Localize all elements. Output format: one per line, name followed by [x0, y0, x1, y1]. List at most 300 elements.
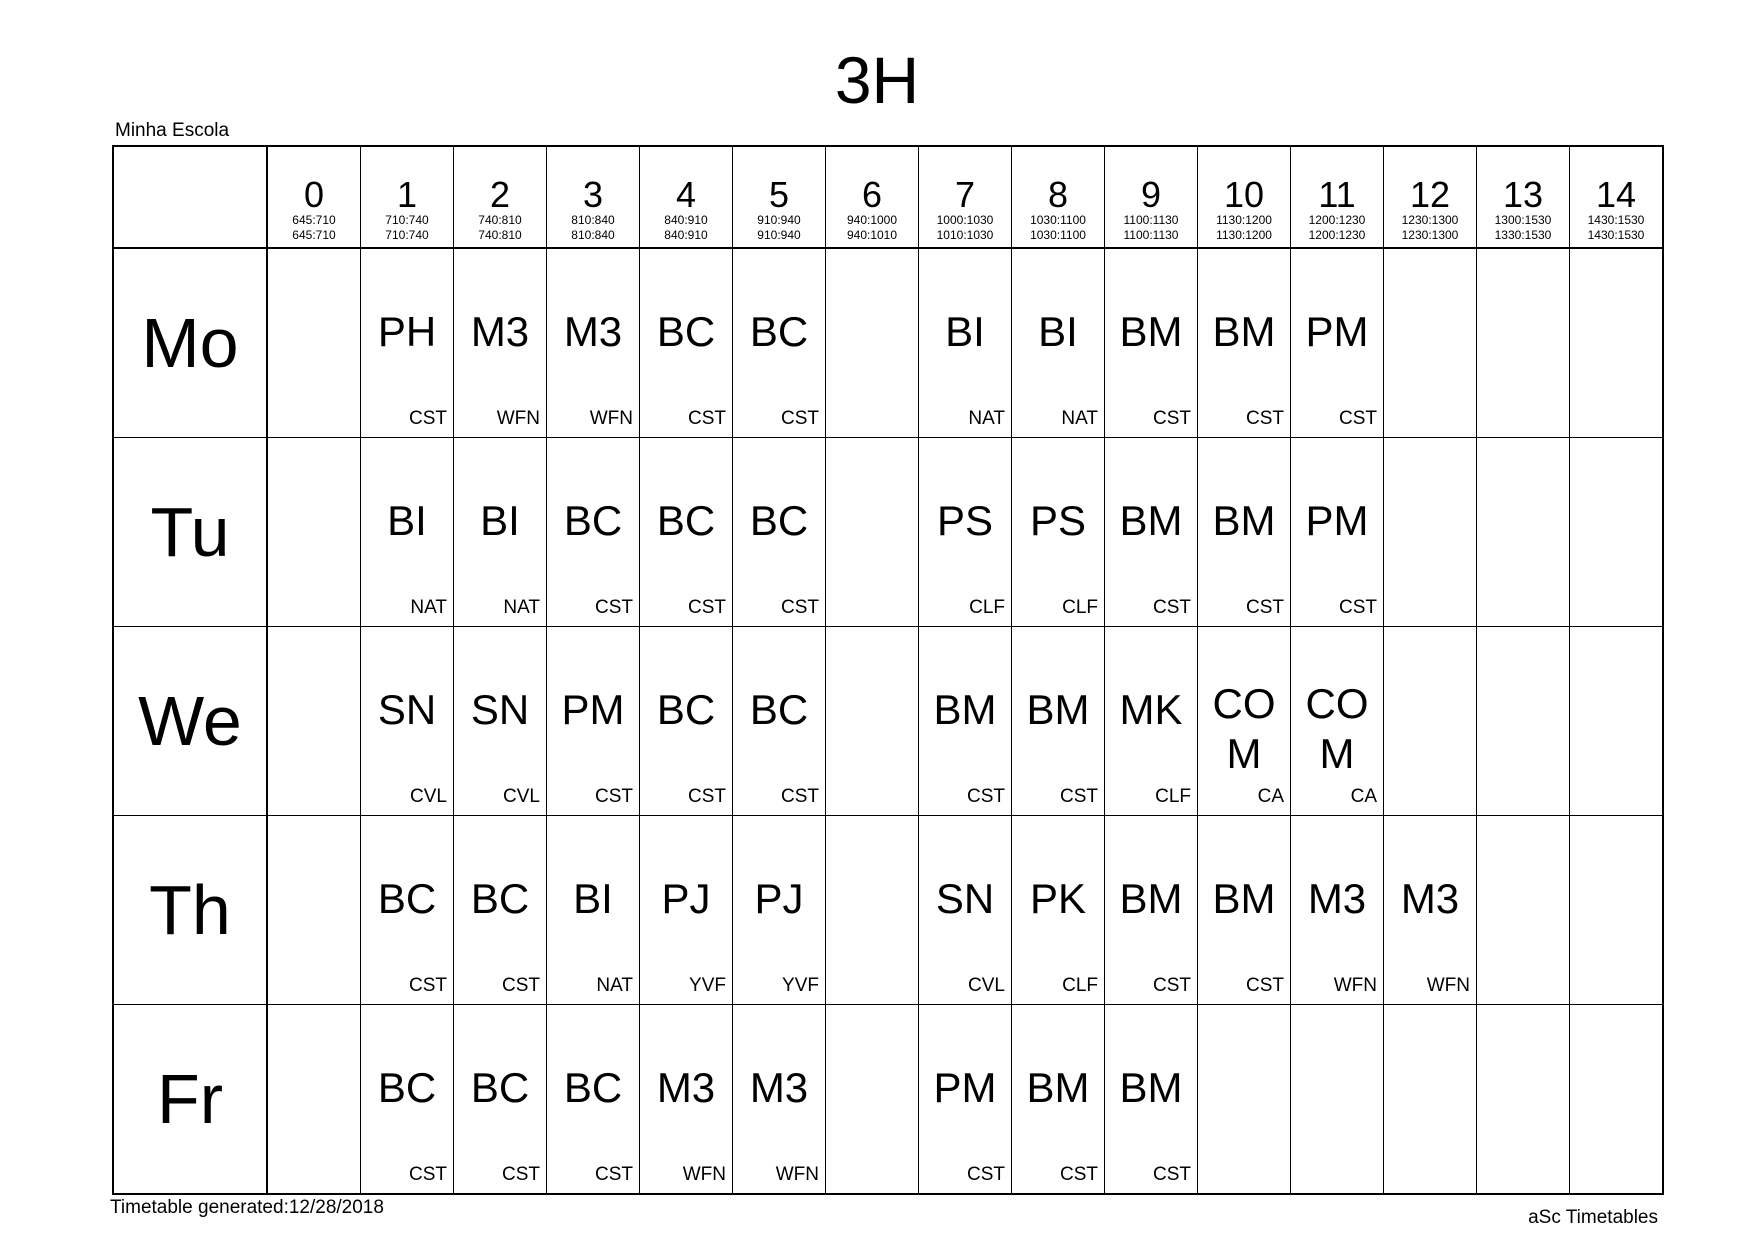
period-header-13: [1477, 146, 1570, 248]
lesson-cell-inner: [1477, 816, 1569, 1004]
lesson-cell-inner: [361, 1005, 453, 1193]
period-number: 4: [675, 174, 697, 215]
period-number: 7: [954, 174, 976, 215]
lesson-cell[interactable]: [1105, 438, 1198, 627]
empty-cell: [267, 1005, 361, 1195]
lesson-cell[interactable]: [1105, 816, 1198, 1005]
period-number: 11: [1318, 174, 1356, 215]
lesson-cell[interactable]: [1198, 627, 1291, 816]
lesson-cell[interactable]: [1105, 1005, 1198, 1195]
period-header-12: [1384, 146, 1477, 248]
lesson-cell-inner: [454, 816, 546, 1004]
lesson-cell[interactable]: [454, 816, 547, 1005]
empty-cell: [1570, 1005, 1664, 1195]
teacher-code: NAT: [503, 597, 540, 618]
subject-code: BC: [563, 1064, 623, 1111]
teacher-code: CST: [1339, 597, 1377, 618]
period-time-end: 1010:1030: [936, 228, 994, 242]
subject-code: BC: [470, 1064, 530, 1111]
lesson-cell-inner: [1570, 1005, 1662, 1193]
period-header-11: [1291, 146, 1384, 248]
lesson-cell[interactable]: [454, 1005, 547, 1195]
teacher-code: WFN: [589, 408, 633, 429]
lesson-cell[interactable]: [361, 1005, 454, 1195]
teacher-code: WFN: [496, 408, 540, 429]
lesson-cell-inner: [640, 1005, 732, 1193]
page-title: 3H: [834, 43, 920, 117]
period-header-10: [1198, 146, 1291, 248]
lesson-cell-inner: [640, 249, 732, 437]
teacher-code: CST: [688, 786, 726, 807]
subject-code: BI: [480, 497, 520, 544]
period-time-end: 1130:1200: [1216, 228, 1272, 242]
subject-code: PJ: [661, 875, 711, 922]
lesson-cell-inner: [1477, 627, 1569, 815]
period-number: 14: [1595, 174, 1637, 215]
lesson-cell[interactable]: [733, 248, 826, 438]
lesson-cell-inner: [826, 438, 918, 626]
subject-code: PS: [936, 497, 994, 544]
lesson-cell-inner: [733, 627, 825, 815]
subject-code: COM: [1212, 680, 1276, 777]
period-time-end: 910:940: [757, 228, 801, 242]
empty-cell: [1477, 816, 1570, 1005]
teacher-code: CST: [781, 408, 819, 429]
day-label: Fr: [113, 1005, 267, 1195]
lesson-cell-inner: [1198, 816, 1290, 1004]
day-label: We: [113, 627, 267, 816]
lesson-cell-inner: [1105, 438, 1197, 626]
subject-code: PM: [933, 1064, 997, 1111]
lesson-cell[interactable]: [1198, 438, 1291, 627]
lesson-cell-inner: [826, 627, 918, 815]
period-time-start: 1000:1030: [936, 213, 994, 227]
day-row-we: [113, 627, 1663, 816]
subject-code: BC: [656, 497, 716, 544]
lesson-cell-inner: [361, 816, 453, 1004]
teacher-code: CVL: [410, 786, 447, 807]
period-time-end: 1030:1100: [1030, 228, 1086, 242]
period-time-end: 940:1010: [846, 228, 898, 242]
teacher-code: CST: [595, 597, 633, 618]
lesson-cell[interactable]: [547, 438, 640, 627]
teacher-code: CST: [1246, 597, 1284, 618]
lesson-cell[interactable]: [361, 248, 454, 438]
period-header-2: [454, 146, 547, 248]
lesson-cell[interactable]: [919, 438, 1012, 627]
subject-code: M3: [749, 1064, 809, 1111]
lesson-cell[interactable]: [733, 1005, 826, 1195]
lesson-cell-inner: [547, 816, 639, 1004]
lesson-cell[interactable]: [640, 248, 733, 438]
empty-cell: [826, 816, 919, 1005]
period-time-start: 840:910: [664, 213, 708, 227]
empty-cell: [826, 1005, 919, 1195]
period-time-start: 710:740: [385, 213, 429, 227]
lesson-cell-inner: [268, 438, 360, 626]
lesson-cell[interactable]: [640, 816, 733, 1005]
teacher-code: WFN: [1426, 975, 1470, 996]
lesson-cell-inner: [1477, 438, 1569, 626]
lesson-cell-inner: [1477, 249, 1569, 437]
empty-cell: [1477, 1005, 1570, 1195]
teacher-code: CA: [1257, 786, 1284, 807]
period-time-start: 1200:1230: [1308, 213, 1366, 227]
empty-cell: [1384, 1005, 1477, 1195]
lesson-cell[interactable]: [1198, 816, 1291, 1005]
lesson-cell-inner: [1012, 438, 1104, 626]
lesson-cell[interactable]: [1012, 438, 1105, 627]
lesson-cell[interactable]: [1384, 816, 1477, 1005]
empty-cell: [267, 816, 361, 1005]
subject-code: SN: [935, 875, 995, 922]
day-label: Th: [113, 816, 267, 1005]
lesson-cell[interactable]: [1012, 248, 1105, 438]
lesson-cell-inner: [1384, 1005, 1476, 1193]
teacher-code: NAT: [1061, 408, 1098, 429]
teacher-code: CST: [595, 786, 633, 807]
period-time-end: 1100:1130: [1123, 228, 1179, 242]
teacher-code: CST: [502, 975, 540, 996]
period-time-start: 1030:1100: [1030, 213, 1086, 227]
lesson-cell[interactable]: [361, 627, 454, 816]
empty-cell: [267, 627, 361, 816]
period-time-start: 1130:1200: [1216, 213, 1272, 227]
lesson-cell-inner: [268, 1005, 360, 1193]
subject-code: M3: [1307, 875, 1367, 922]
teacher-code: CLF: [1062, 597, 1098, 618]
subject-code: BI: [387, 497, 427, 544]
subject-code: BC: [377, 1064, 437, 1111]
subject-code: PM: [1305, 497, 1369, 544]
period-time-start: 810:840: [571, 213, 615, 227]
period-time-start: 1230:1300: [1401, 213, 1459, 227]
generated-date: Timetable generated:12/28/2018: [110, 1197, 384, 1218]
lesson-cell-inner: [361, 249, 453, 437]
lesson-cell-inner: [268, 249, 360, 437]
lesson-cell-inner: [1105, 249, 1197, 437]
lesson-cell-inner: [1384, 816, 1476, 1004]
teacher-code: NAT: [968, 408, 1005, 429]
lesson-cell-inner: [268, 627, 360, 815]
lesson-cell[interactable]: [640, 438, 733, 627]
empty-cell: [1570, 627, 1664, 816]
lesson-cell[interactable]: [1105, 627, 1198, 816]
subject-code: BC: [656, 308, 716, 355]
teacher-code: CST: [967, 786, 1005, 807]
teacher-code: CLF: [1062, 975, 1098, 996]
subject-code: BM: [1212, 497, 1276, 544]
empty-cell: [1384, 438, 1477, 627]
lesson-cell[interactable]: [454, 438, 547, 627]
lesson-cell[interactable]: [454, 248, 547, 438]
lesson-cell-inner: [1105, 1005, 1197, 1193]
subject-code: BC: [749, 497, 809, 544]
subject-code: PH: [377, 308, 437, 355]
lesson-cell-inner: [1105, 816, 1197, 1004]
lesson-cell[interactable]: [1291, 816, 1384, 1005]
lesson-cell-inner: [919, 816, 1011, 1004]
lesson-cell-inner: [640, 816, 732, 1004]
lesson-cell-inner: [640, 627, 732, 815]
empty-cell: [1477, 438, 1570, 627]
lesson-cell-inner: [826, 1005, 918, 1193]
teacher-code: CST: [1153, 408, 1191, 429]
day-row-tu: [113, 438, 1663, 627]
empty-cell: [267, 438, 361, 627]
lesson-cell[interactable]: [733, 816, 826, 1005]
subject-code: BC: [749, 308, 809, 355]
period-time-end: 710:740: [385, 228, 429, 242]
subject-code: BM: [1212, 308, 1276, 355]
lesson-cell[interactable]: [919, 816, 1012, 1005]
teacher-code: CST: [1153, 1164, 1191, 1185]
empty-cell: [1477, 627, 1570, 816]
lesson-cell-inner: [1198, 1005, 1290, 1193]
lesson-cell[interactable]: [1105, 248, 1198, 438]
lesson-cell-inner: [919, 1005, 1011, 1193]
period-time-end: 840:910: [664, 228, 708, 242]
lesson-cell[interactable]: [1012, 816, 1105, 1005]
teacher-code: CST: [967, 1164, 1005, 1185]
period-number: 3: [582, 174, 604, 215]
lesson-cell[interactable]: [1198, 248, 1291, 438]
lesson-cell[interactable]: [1291, 627, 1384, 816]
period-number: 8: [1047, 174, 1069, 215]
subject-code: BM: [1026, 1064, 1090, 1111]
empty-cell: [826, 627, 919, 816]
lesson-cell-inner: [1570, 627, 1662, 815]
subject-code: BM: [1119, 1064, 1183, 1111]
lesson-cell[interactable]: [361, 816, 454, 1005]
teacher-code: CST: [688, 597, 726, 618]
period-time-start: 910:940: [757, 213, 801, 227]
subject-code: COM: [1305, 680, 1369, 777]
lesson-cell[interactable]: [640, 1005, 733, 1195]
teacher-code: CST: [409, 1164, 447, 1185]
lesson-cell[interactable]: [1291, 248, 1384, 438]
subject-code: MK: [1119, 686, 1183, 733]
lesson-cell-inner: [361, 438, 453, 626]
teacher-code: CA: [1350, 786, 1377, 807]
empty-cell: [826, 438, 919, 627]
lesson-cell[interactable]: [547, 1005, 640, 1195]
lesson-cell-inner: [547, 627, 639, 815]
period-time-end: 1230:1300: [1401, 228, 1459, 242]
lesson-cell[interactable]: [1291, 438, 1384, 627]
period-time-start: 940:1000: [846, 213, 898, 227]
teacher-code: YVF: [689, 975, 726, 996]
lesson-cell-inner: [919, 627, 1011, 815]
teacher-code: CVL: [968, 975, 1005, 996]
period-time-start: 740:810: [478, 213, 522, 227]
lesson-cell-inner: [1291, 1005, 1383, 1193]
lesson-cell[interactable]: [547, 816, 640, 1005]
subject-code: PS: [1029, 497, 1087, 544]
teacher-code: WFN: [775, 1164, 819, 1185]
period-header-row: [113, 146, 1663, 248]
subject-code: PM: [561, 686, 625, 733]
lesson-cell[interactable]: [361, 438, 454, 627]
empty-cell: [1570, 816, 1664, 1005]
period-time-start: 1300:1530: [1494, 213, 1552, 227]
empty-cell: [1570, 248, 1664, 438]
period-header-6: [826, 146, 919, 248]
period-header-0: [267, 146, 361, 248]
period-number: 6: [861, 174, 883, 215]
teacher-code: CST: [781, 786, 819, 807]
subject-code: BM: [933, 686, 997, 733]
lesson-cell-inner: [1105, 627, 1197, 815]
lesson-cell-inner: [1291, 249, 1383, 437]
subject-code: BI: [1038, 308, 1078, 355]
period-number: 9: [1140, 174, 1162, 215]
lesson-cell-inner: [361, 627, 453, 815]
lesson-cell-inner: [454, 438, 546, 626]
lesson-cell-inner: [547, 249, 639, 437]
period-number: 5: [768, 174, 790, 215]
lesson-cell-inner: [1384, 249, 1476, 437]
day-row-fr: [113, 1005, 1663, 1195]
subject-code: BM: [1119, 497, 1183, 544]
timetable-body: [113, 248, 1663, 1194]
teacher-code: NAT: [596, 975, 633, 996]
subject-code: BM: [1119, 875, 1183, 922]
subject-code: PM: [1305, 308, 1369, 355]
period-header-5: [733, 146, 826, 248]
period-number: 2: [489, 174, 511, 215]
lesson-cell-inner: [1570, 438, 1662, 626]
teacher-code: CVL: [503, 786, 540, 807]
brand-label: aSc Timetables: [1528, 1207, 1658, 1228]
teacher-code: WFN: [1333, 975, 1377, 996]
lesson-cell-inner: [919, 249, 1011, 437]
period-time-end: 645:710: [292, 228, 336, 242]
period-number: 10: [1223, 174, 1265, 215]
period-time-end: 810:840: [571, 228, 615, 242]
lesson-cell[interactable]: [919, 1005, 1012, 1195]
empty-cell: [267, 248, 361, 438]
period-header-3: [547, 146, 640, 248]
lesson-cell[interactable]: [547, 248, 640, 438]
lesson-cell[interactable]: [640, 627, 733, 816]
subject-code: SN: [470, 686, 530, 733]
lesson-cell[interactable]: [919, 248, 1012, 438]
lesson-cell-inner: [1012, 249, 1104, 437]
period-time-start: 1100:1130: [1123, 213, 1179, 227]
subject-code: BC: [749, 686, 809, 733]
lesson-cell[interactable]: [1012, 1005, 1105, 1195]
period-header-7: [919, 146, 1012, 248]
empty-cell: [1570, 438, 1664, 627]
teacher-code: NAT: [410, 597, 447, 618]
subject-code: BM: [1026, 686, 1090, 733]
lesson-cell-inner: [733, 816, 825, 1004]
lesson-cell-inner: [826, 816, 918, 1004]
period-number: 12: [1409, 174, 1451, 215]
period-number: 1: [396, 174, 418, 215]
lesson-cell-inner: [454, 249, 546, 437]
teacher-code: CST: [1060, 1164, 1098, 1185]
timetable-grid: [112, 145, 1664, 1195]
period-header-9: [1105, 146, 1198, 248]
teacher-code: CST: [1246, 408, 1284, 429]
teacher-code: CST: [1153, 975, 1191, 996]
empty-cell: [1198, 1005, 1291, 1195]
day-row-th: [113, 816, 1663, 1005]
lesson-cell-inner: [1570, 249, 1662, 437]
lesson-cell-inner: [1291, 438, 1383, 626]
teacher-code: CLF: [1155, 786, 1191, 807]
lesson-cell-inner: [454, 627, 546, 815]
lesson-cell-inner: [733, 1005, 825, 1193]
period-number: 13: [1502, 174, 1544, 215]
lesson-cell[interactable]: [1012, 627, 1105, 816]
lesson-cell-inner: [1384, 627, 1476, 815]
teacher-code: CST: [1246, 975, 1284, 996]
day-row-mo: [113, 248, 1663, 438]
teacher-code: WFN: [682, 1164, 726, 1185]
subject-code: BI: [573, 875, 613, 922]
teacher-code: CLF: [969, 597, 1005, 618]
empty-cell: [1477, 248, 1570, 438]
teacher-code: YVF: [782, 975, 819, 996]
lesson-cell-inner: [454, 1005, 546, 1193]
teacher-code: CST: [1060, 786, 1098, 807]
teacher-code: CST: [688, 408, 726, 429]
lesson-cell-inner: [1291, 627, 1383, 815]
lesson-cell[interactable]: [733, 627, 826, 816]
period-header-8: [1012, 146, 1105, 248]
teacher-code: CST: [502, 1164, 540, 1185]
period-time-start: 1430:1530: [1587, 213, 1645, 227]
period-number: 0: [303, 174, 325, 215]
lesson-cell-inner: [1198, 627, 1290, 815]
lesson-cell-inner: [547, 1005, 639, 1193]
lesson-cell-inner: [1012, 816, 1104, 1004]
teacher-code: CST: [1153, 597, 1191, 618]
lesson-cell[interactable]: [547, 627, 640, 816]
day-label: Tu: [113, 438, 267, 627]
period-time-end: 1200:1230: [1308, 228, 1366, 242]
lesson-cell-inner: [1198, 438, 1290, 626]
empty-cell: [826, 248, 919, 438]
lesson-cell-inner: [1291, 816, 1383, 1004]
empty-cell: [1384, 248, 1477, 438]
subject-code: SN: [377, 686, 437, 733]
day-label: Mo: [113, 248, 267, 438]
empty-cell: [1384, 627, 1477, 816]
teacher-code: CST: [595, 1164, 633, 1185]
lesson-cell[interactable]: [919, 627, 1012, 816]
teacher-code: CST: [409, 408, 447, 429]
period-time-end: 1430:1530: [1587, 228, 1645, 242]
lesson-cell-inner: [826, 249, 918, 437]
lesson-cell-inner: [1477, 1005, 1569, 1193]
teacher-code: CST: [409, 975, 447, 996]
subject-code: BM: [1212, 875, 1276, 922]
period-header-4: [640, 146, 733, 248]
subject-code: BC: [470, 875, 530, 922]
subject-code: M3: [656, 1064, 716, 1111]
period-header-14: [1570, 146, 1664, 248]
lesson-cell[interactable]: [733, 438, 826, 627]
lesson-cell-inner: [1384, 438, 1476, 626]
lesson-cell[interactable]: [454, 627, 547, 816]
school-name: Minha Escola: [115, 120, 230, 141]
corner-cell: [113, 146, 267, 248]
lesson-cell-inner: [1012, 627, 1104, 815]
